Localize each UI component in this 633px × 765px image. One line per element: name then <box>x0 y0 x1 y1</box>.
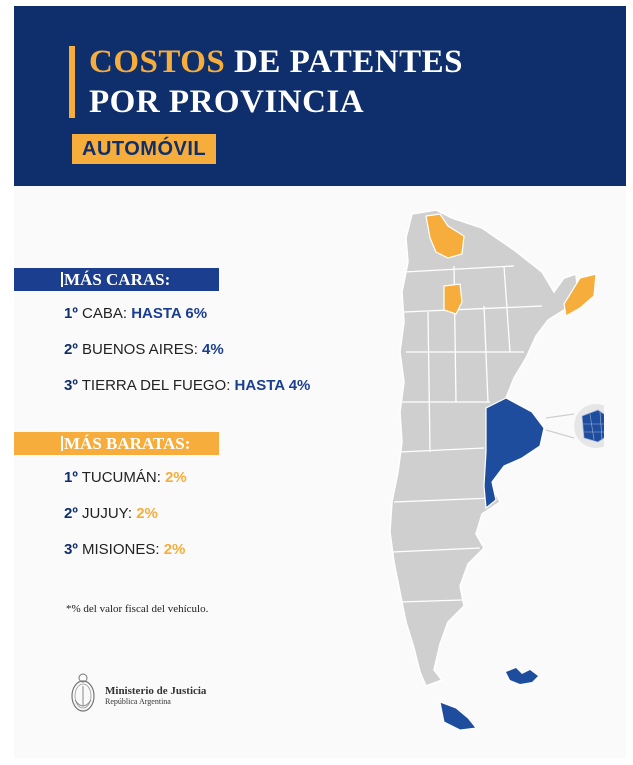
cheap-section-heading <box>14 432 219 455</box>
cheap-item-3 <box>64 540 185 560</box>
rate-value: HASTA 6% <box>131 305 208 322</box>
title-line1-rest: DE PATENTES <box>234 44 463 80</box>
vehicle-type-badge: AUTOMÓVIL <box>72 134 216 164</box>
rank-number: 2º <box>64 505 78 522</box>
rank-number: 1º <box>64 305 78 322</box>
infographic-card <box>14 6 626 758</box>
rank-number: 3º <box>64 541 78 558</box>
ministry-signature <box>105 685 206 707</box>
title-accent-word: COSTOS <box>89 44 226 80</box>
argentina-map <box>364 202 604 737</box>
title-line2: POR PROVINCIA <box>89 84 365 120</box>
rate-value: 4% <box>202 341 224 358</box>
rank-number: 3º <box>64 377 78 394</box>
rate-value: 2% <box>136 505 158 522</box>
heading-pipe <box>61 436 63 451</box>
province-name: TUCUMÁN: <box>81 469 161 486</box>
rate-value: HASTA 4% <box>234 377 311 394</box>
tierra-del-fuego-province <box>440 702 476 730</box>
province-name: BUENOS AIRES: <box>82 341 198 358</box>
footnote: *% del valor fiscal del vehículo. <box>66 603 209 615</box>
rate-value: 2% <box>165 469 187 486</box>
header-banner <box>14 6 626 186</box>
rank-number: 1º <box>64 469 78 486</box>
ministry-name: Ministerio de Justicia <box>105 685 207 697</box>
heading-pipe <box>61 272 63 287</box>
expensive-section-heading <box>14 268 219 291</box>
title-accent-bar <box>69 46 75 118</box>
expensive-item-1 <box>64 304 207 324</box>
coat-of-arms-icon <box>68 670 98 716</box>
province-name: JUJUY: <box>82 505 133 522</box>
province-name: TIERRA DEL FUEGO: <box>81 377 231 394</box>
cheap-item-2 <box>64 504 158 524</box>
cheap-item-1 <box>64 468 187 488</box>
expensive-item-2 <box>64 340 224 360</box>
cheap-heading-label: MÁS BARATAS: <box>64 434 191 453</box>
province-name: MISIONES: <box>82 541 160 558</box>
page-title <box>89 42 463 122</box>
rate-value: 2% <box>163 541 186 558</box>
expensive-item-3 <box>64 376 310 396</box>
ministry-country: República Argentina <box>105 697 171 706</box>
province-name: CABA: <box>82 305 128 322</box>
malvinas-islands <box>506 668 538 684</box>
expensive-heading-label: MÁS CARAS: <box>64 270 171 289</box>
rank-number: 2º <box>64 341 78 358</box>
